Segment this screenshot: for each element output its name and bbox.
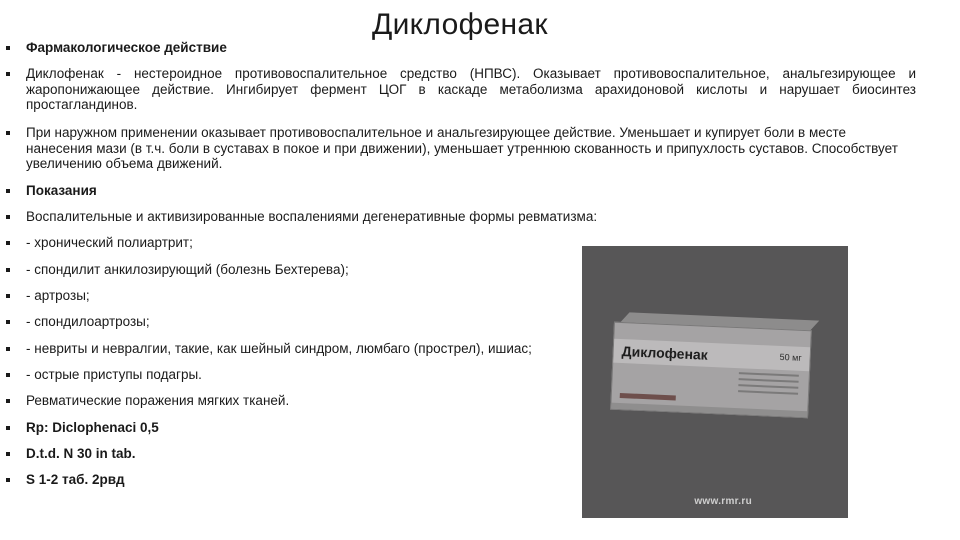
bullet-item bbox=[6, 66, 916, 113]
manufacturer-logo bbox=[620, 393, 676, 400]
bullet-icon bbox=[6, 268, 10, 272]
bullet-text: При наружном применении оказывает противовоспалительное и анальгезирующее действие. Уменьшает и купирует боли в месте нанесения мази (в т.ч. боли в суставах в покое и при движении), уменьшает утреннюю скованность и припухлость суставов. Способствует увеличению объема движений. bbox=[26, 125, 898, 171]
bullet-text: - хронический полиартрит; bbox=[26, 235, 193, 250]
product-photo bbox=[582, 246, 848, 518]
bullet-item bbox=[6, 125, 916, 172]
bullet-item bbox=[6, 40, 916, 56]
bullet-text: Ревматические поражения мягких тканей. bbox=[26, 393, 290, 408]
bullet-icon bbox=[6, 426, 10, 430]
bullet-text: - невриты и невралгии, такие, как шейный синдром, люмбаго (прострел), ишиас; bbox=[26, 341, 532, 356]
bullet-text: - спондилит анкилозирующий (болезнь Бехтерева); bbox=[26, 262, 349, 277]
bullet-text: - острые приступы подагры. bbox=[26, 367, 202, 382]
bullet-item bbox=[6, 209, 916, 225]
bullet-icon bbox=[6, 452, 10, 456]
bullet-icon bbox=[6, 241, 10, 245]
bullet-text: D.t.d. N 30 in tab. bbox=[26, 446, 136, 461]
bullet-icon bbox=[6, 131, 10, 135]
watermark: www.rmr.ru bbox=[694, 496, 752, 507]
bullet-icon bbox=[6, 347, 10, 351]
bullet-text: Диклофенак - нестероидное противовоспалительное средство (НПВС). Оказывает противовоспалительное, анальгезирующее и жаропонижающее действие. Ингибирует фермент ЦОГ в каскаде метаболизма арахидоновой кислоты и нарушает биосинтез простагландинов. bbox=[26, 66, 916, 112]
bullet-text: Фармакологическое действие bbox=[26, 40, 227, 55]
bullet-icon bbox=[6, 189, 10, 193]
medicine-box bbox=[610, 322, 814, 419]
bullet-text: - артрозы; bbox=[26, 288, 90, 303]
bullet-item bbox=[6, 183, 916, 199]
bullet-text: - спондилоартрозы; bbox=[26, 314, 150, 329]
bullet-icon bbox=[6, 72, 10, 76]
bullet-icon bbox=[6, 399, 10, 403]
bullet-icon bbox=[6, 478, 10, 482]
bullet-icon bbox=[6, 294, 10, 298]
bullet-text: Воспалительные и активизированные воспалениями дегенеративные формы ревматизма: bbox=[26, 209, 598, 224]
bullet-icon bbox=[6, 373, 10, 377]
bullet-icon bbox=[6, 320, 10, 324]
bullet-text: Rp: Diclophenaci 0,5 bbox=[26, 420, 159, 435]
bullet-text: Показания bbox=[26, 183, 97, 198]
bullet-icon bbox=[6, 215, 10, 219]
box-label: Диклофенак bbox=[621, 343, 709, 363]
box-fine-print bbox=[738, 372, 799, 399]
box-dose: 50 мг bbox=[779, 351, 802, 363]
slide-title: Диклофенак bbox=[372, 8, 548, 41]
bullet-text: S 1-2 таб. 2рвд bbox=[26, 472, 125, 487]
bullet-icon bbox=[6, 46, 10, 50]
